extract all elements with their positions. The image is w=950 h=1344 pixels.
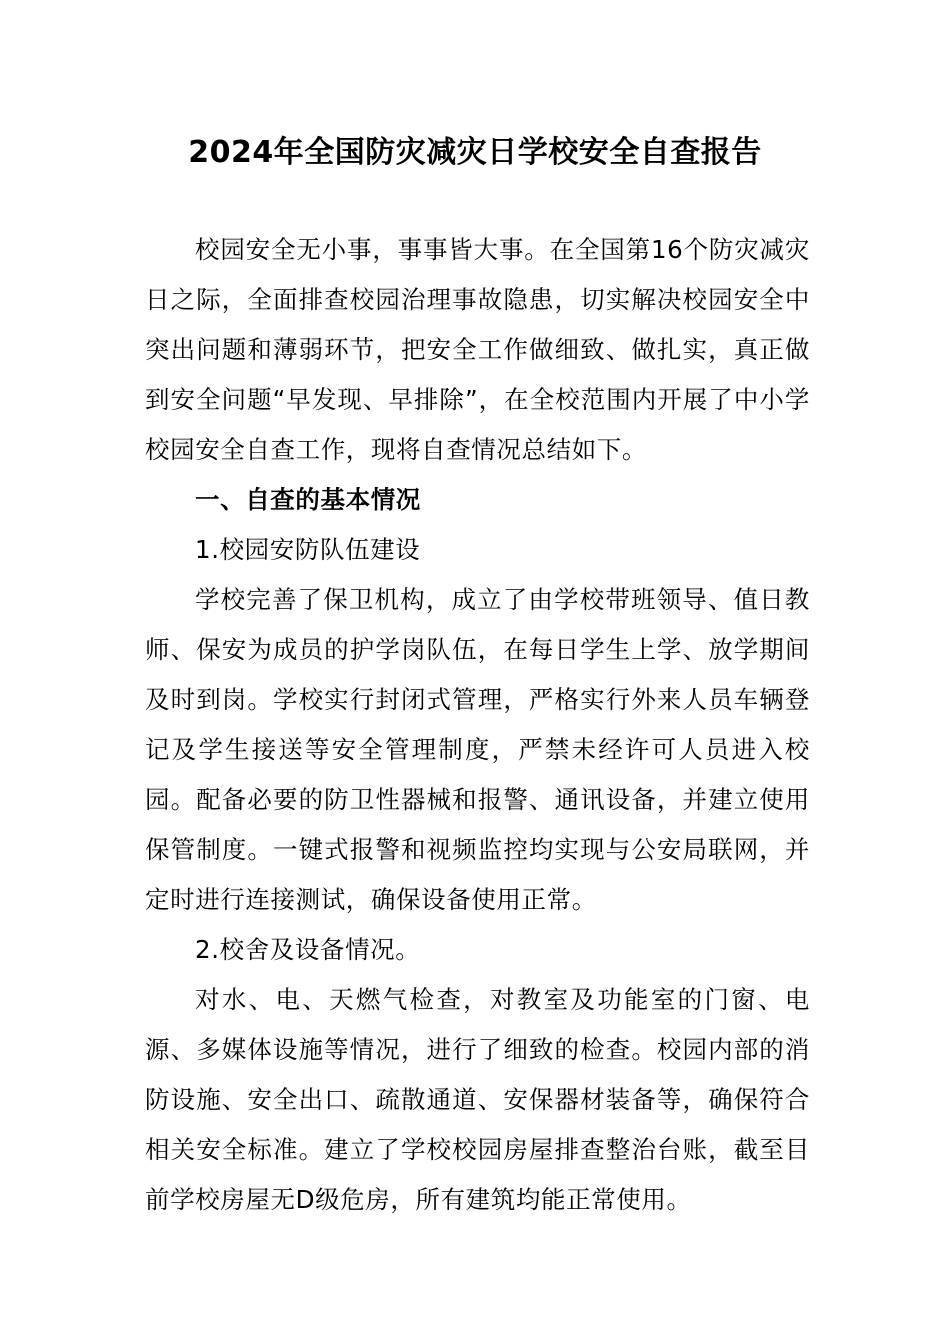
section-heading-basic-situation: 一、自查的基本情况 — [195, 485, 421, 514]
subsection-heading-buildings-equipment: 2.校舍及设备情况。 — [195, 935, 421, 964]
security-team-paragraph: 学校完善了保卫机构，成立了由学校带班领导、值日教师、保安为成员的护学岗队伍，在每日学生上学、放学期间及时到岗。学校实行封闭式管理，严格实行外来人员车辆登记及学生接送等安全管理制度，严禁未经许可人员进入校园。配备必要的防卫性器械和报警、通讯设备，并建立使用保管制度。一键式报警和视频监控均实现与公安局联网，并定时进行连接测试，确保设备使用正常。 — [145, 585, 810, 914]
document-body — [145, 225, 810, 1225]
subsection-heading-security-team: 1.校园安防队伍建设 — [195, 535, 421, 564]
document-title: 2024年全国防灾减灾日学校安全自查报告 — [188, 135, 762, 170]
intro-paragraph: 校园安全无小事，事事皆大事。在全国第16个防灾减灾日之际，全面排查校园治理事故隐患，切实解决校园安全中突出问题和薄弱环节，把安全工作做细致、做扎实，真正做到安全问题“早发现、早排除”，在全校范围内开展了中小学校园安全自查工作，现将自查情况总结如下。 — [145, 235, 810, 464]
buildings-equipment-paragraph: 对水、电、天燃气检查，对教室及功能室的门窗、电源、多媒体设施等情况，进行了细致的检查。校园内部的消防设施、安全出口、疏散通道、安保器材装备等，确保符合相关安全标准。建立了学校校园房屋排查整治台账，截至目前学校房屋无D级危房，所有建筑均能正常使用。 — [145, 985, 810, 1214]
